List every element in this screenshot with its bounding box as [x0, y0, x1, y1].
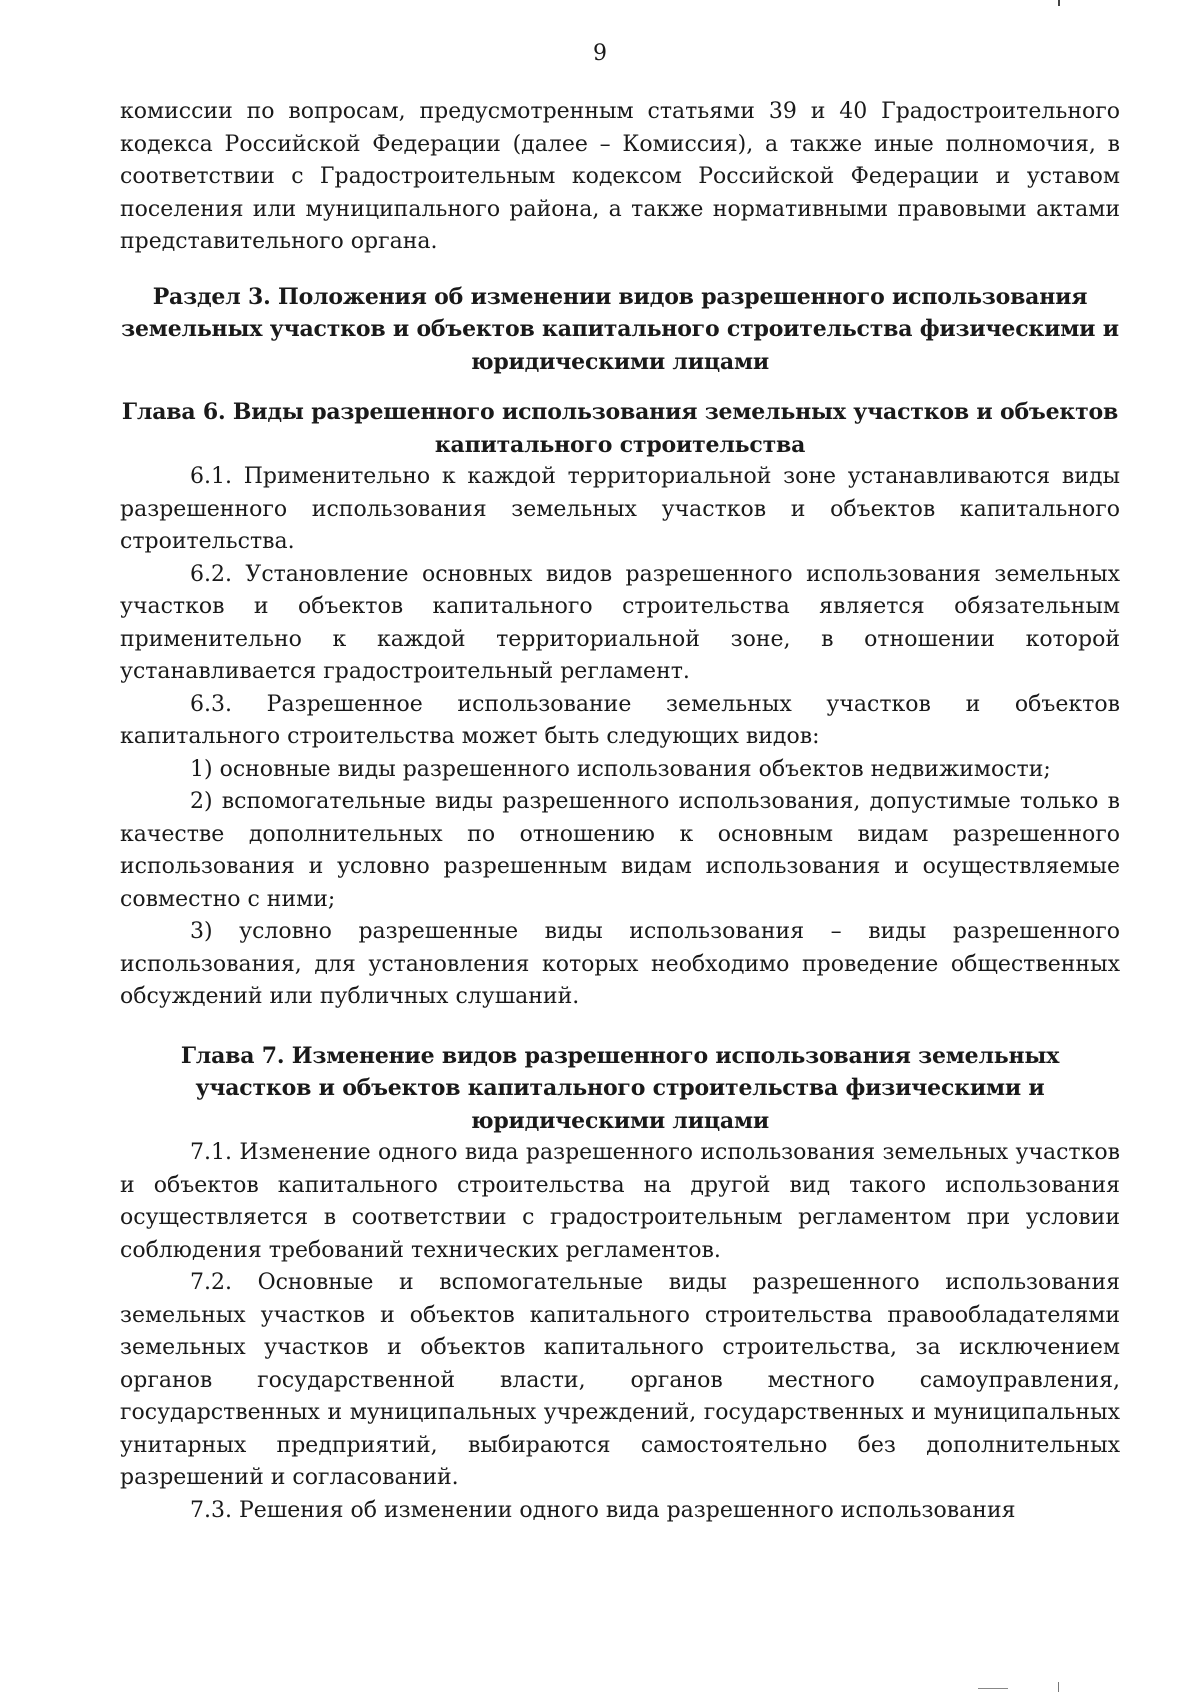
paragraph-7-1: 7.1. Изменение одного вида разрешенного использования земельных участков и объектов капитального строительства на другой вид такого использования осуществляется в соответствии с градостроительным регламентом при условии соблюдения требований технических регламентов. [120, 1140, 1120, 1263]
page-number: 9 [593, 41, 607, 66]
paragraph-7-2: 7.2. Основные и вспомогательные виды разрешенного использования земельных участков и объектов капитального строительства правообладателями земельных участков и объектов капитального строительства, за исключением органов государственной власти, органов местного самоуправления, государственных и муниципальных учреждений, государственных и муниципальных унитарных предприятий, выбираются самостоятельно без дополнительных разрешений и согласований. [120, 1270, 1120, 1490]
list-item: 3) условно разрешенные виды использования – виды разрешенного использования, для установления которых необходимо проведение общественных обсуждений или публичных слушаний. [120, 919, 1120, 1009]
chapter-6-heading: Глава 6. Виды разрешенного использования земельных участков и объектов капитального строительства [121, 399, 1119, 458]
paragraph-6-2: 6.2. Установление основных видов разрешенного использования земельных участков и объектов капитального строительства является обязательным применительно к каждой территориальной зоне, в отношении которой устанавливается градостроительный регламент. [120, 561, 1120, 684]
paragraph-6-3: 6.3. Разрешенное использование земельных участков и объектов капитального строительства может быть следующих видов: [120, 691, 1120, 749]
chapter-7-heading: Глава 7. Изменение видов разрешенного использования земельных участков и объектов капитального строительства физическими и юридическими лицами [180, 1042, 1060, 1134]
document-body [120, 96, 1120, 1527]
kinds-list [120, 754, 1120, 1014]
paragraph-7-3: 7.3. Решения об изменении одного вида разрешенного использования [190, 1497, 1016, 1523]
intro-paragraph: комиссии по вопросам, предусмотренным статьями 39 и 40 Градостроительного кодекса Российской Федерации (далее – Комиссия), а также иные полномочия, в соответствии с Градостроительным кодексом Российской Федерации и уставом поселения или муниципального района, а также нормативными правовыми актами представительного органа. [120, 99, 1120, 254]
section-3-heading: Раздел 3. Положения об изменении видов разрешенного использования земельных участков и объектов капитального строительства физическими и юридическими лицами [121, 283, 1119, 375]
scan-mark [1058, 0, 1060, 6]
list-item: 2) вспомогательные виды разрешенного использования, допустимые только в качестве дополнительных по отношению к основным видам разрешенного использования и условно разрешенным видам использования и осуществляемые совместно с ними; [120, 789, 1120, 912]
paragraph-6-1: 6.1. Применительно к каждой территориальной зоне устанавливаются виды разрешенного использования земельных участков и объектов капитального строительства. [120, 464, 1120, 554]
scan-mark [978, 1688, 1008, 1689]
list-item: 1) основные виды разрешенного использования объектов недвижимости; [190, 756, 1051, 782]
scan-mark [1058, 1682, 1059, 1692]
